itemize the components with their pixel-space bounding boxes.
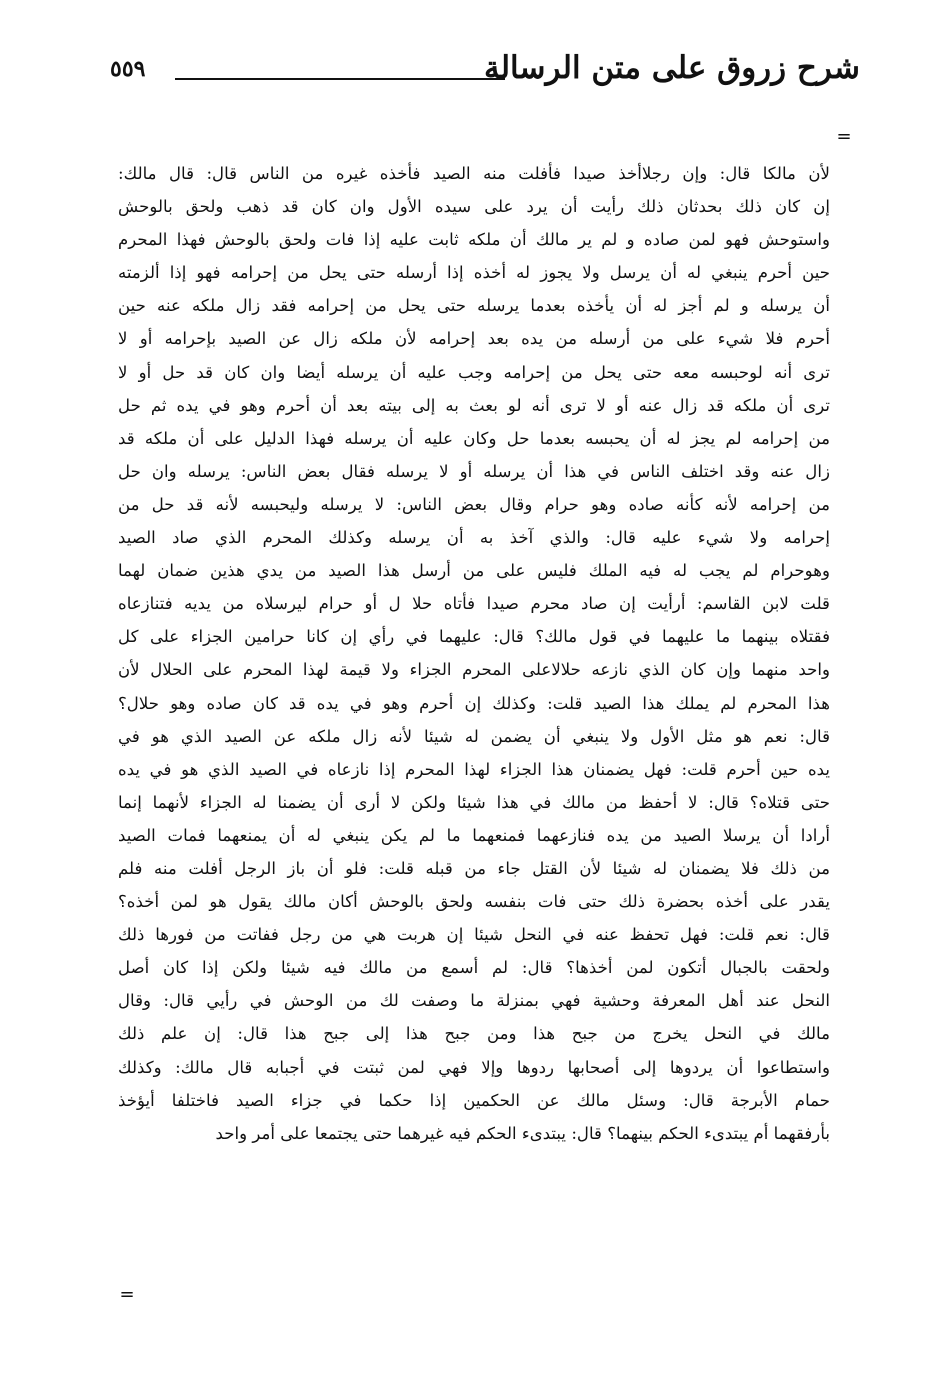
text-line: قال: نعم هو مثل الأول ولا ينبغي أن يضمن له شيئا لأنه زال ملكه عن الصيد الذي هو في	[118, 726, 830, 746]
header-rule	[175, 78, 505, 80]
text-line: وهوحرام لم يجب له فيه الملك فليس على من أرسل هذا الصيد من يدي هذين ضمان لهما	[118, 561, 830, 581]
text-line: إن كان ذلك بحدثان ذلك رأيت أن يرد على سيده الأول وان كان قد ذهب ولحق بالوحش	[118, 197, 830, 217]
text-line: زال عنه وقد اختلف الناس في هذا أن يرسله أو لا يرسله فقال بعض الناس: يرسله وان حل	[118, 461, 830, 481]
page-number: ٥٥٩	[110, 56, 146, 82]
text-line: ولحقت بالجبال أتكون لمن أخذها؟ قال: لم أسمع من مالك فيه شيئا ولكن إذا كان أصل	[118, 958, 830, 978]
text-line: واحد منهما وإن كان الذي نازعه حلالاعلى المحرم الجزاء ولا قيمة لهذا المحرم على الحلال لأن	[118, 660, 830, 680]
text-line: يقدر على أخذه بحضرة ذلك حتى فات بنفسه ولحق بالوحش أكان مالك يقول هو لمن أخذه؟	[118, 892, 830, 912]
continuation-mark-bottom: =	[119, 1284, 135, 1305]
text-line: حين أحرم ينبغي له أن يرسل ولا يجوز له أخذه إذا أرسله حتى يحل من إحرامه فهو إذا ألزمته	[118, 263, 830, 283]
continuation-mark-top: =	[836, 126, 852, 147]
text-line: هذا المحرم لم يملك هذا الصيد قلت: وكذلك إن أحرم وهو في يده قد كان صاده وهو حلال؟	[118, 693, 830, 713]
text-line: واستطاعوا أن يردوها إلى أصحابها ردوها وإلا فهي لمن ثبتت في أجبابه قال مالك: وكذلك	[118, 1057, 830, 1077]
text-line: أرادا أن يرسلا الصيد من يده فنازعهما فمنعهما ما لم يكن ينبغي له أن يمنعهما فمات الصيد	[118, 825, 830, 845]
book-title: شرح زروق على متن الرسالة	[483, 50, 860, 86]
text-line: ترى أن ملكه قد زال عنه أو لا ترى أنه لو بعث به إلى بيته بعد أن أحرم وهو في يده ثم حل	[118, 395, 830, 415]
text-line: لأن مالكا قال: وإن رجلاأخذ صيدا فأفلت منه الصيد فأخذه غيره من الناس قال: قال مالك:	[118, 164, 830, 183]
text-line: من إحرامه لم يجز له أن يحبسه بعدما حل وكان عليه أن يرسله فهذا الدليل على أن ملكه قد	[118, 428, 830, 448]
text-line: قلت لابن القاسم: أرأيت إن صاد محرم صيدا فأتاه حلا ل أو حرام ليرسلاه من يديه فتنازعاه	[118, 594, 830, 614]
text-line: واستوحش فهو لمن صاده و لم ير مالك أن ملكه ثابت عليه إذا فات ولحق بالوحش فهذا المحرم	[118, 230, 830, 250]
text-line: أحرم فلا شيء على من أرسله من يده بعد إحرامه لأن ملكه زال عن الصيد بإحرامه أو لا	[118, 329, 830, 349]
text-line: من إحرامه لأنه كأنه صاده وهو حرام وقال بعض الناس: لا يرسله وليحبسه لأنه قد حل من	[118, 494, 830, 514]
text-line: فقتلاه بينهما ما عليهما في قول مالك؟ قال: عليهما في رأي إن كانا حرامين الجزاء على كل	[118, 627, 830, 647]
text-line: بأرفقهما أم يبتدىء الحكم بينهما؟ قال: يبتدىء الحكم فيه غيرهما حتى يجتمعا على أمر واحد	[215, 1123, 830, 1143]
text-line: حتى قتلاه؟ قال: لا أحفظ من مالك في هذا شيئا ولكن لا أرى أن يضمنا له الجزاء لأنهما إنما	[118, 792, 830, 812]
text-line: ترى أنه لوحبسه معه حتى يحل من إحرامه وجب عليه أن يرسله أيضا وان كان قد حل أو لا	[118, 362, 830, 382]
text-line: إحرامه ولا شيء عليه قال: والذي آخذ به أن يرسله وكذلك المحرم الذي صاد الصيد	[118, 528, 830, 548]
text-line: مالك في النحل يخرج من جبح هذا ومن جبح هذا إلى جبح هذا قال: إن علم ذلك	[118, 1024, 830, 1044]
running-header	[110, 48, 860, 104]
text-line: النحل عند أهل المعرفة وحشية فهي بمنزلة ما وصفت لك من الوحش في رأيي قال: وقال	[118, 991, 830, 1011]
text-line: حمام الأبرجة قال: وسئل مالك عن الحكمين إذا حكما في جزاء الصيد فاختلفا أيؤخذ	[118, 1090, 830, 1110]
text-line: قال: نعم قلت: فهل تحفظ عنه في النحل شيئا إن هربت هي من رجل ففاتت من فورها ذلك	[118, 925, 830, 945]
body-text	[118, 157, 830, 1287]
text-line: أن يرسله و لم أجز له أن يأخذه بعدما يرسله حتى يحل من إحرامه فقد زال ملكه عنه حين	[118, 296, 830, 316]
text-line: يده حين أحرم قلت: فهل يضمنان هذا الجزاء لهذا المحرم إذا نازعاه في الصيد الذي هو في يده	[118, 759, 830, 779]
text-line: من ذلك فلا يضمنان له شيئا لأن القتل جاء من قبله قلت: فلو أن باز الرجل أفلت منه فلم	[118, 858, 830, 878]
